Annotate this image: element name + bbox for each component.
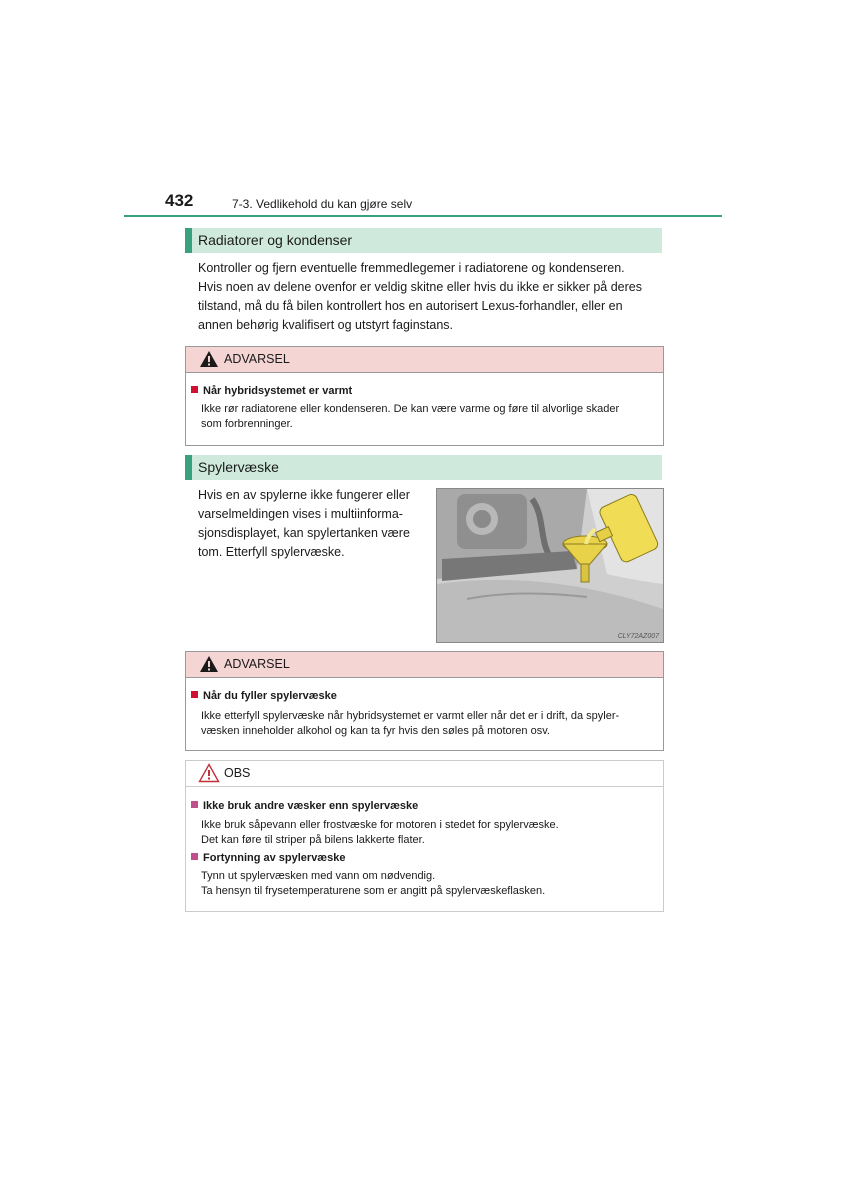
notice-box — [185, 760, 664, 912]
section-accent-bar — [185, 228, 192, 253]
warning-line: som forbrenninger. — [201, 418, 293, 430]
notice-line: Det kan føre til striper på bilens lakkerte flater. — [201, 834, 425, 846]
warning-box-washer-fluid — [185, 651, 664, 751]
warning-item-title-text: Når du fyller spylervæske — [203, 690, 337, 702]
warning-triangle-icon — [199, 350, 219, 368]
bullet-square-icon — [191, 691, 198, 698]
section-body-radiators — [198, 259, 662, 335]
notice-line: Tynn ut spylervæsken med vann om nødvendig. — [201, 870, 436, 882]
image-caption: CLY72AZ007 — [617, 633, 659, 640]
section-title: Radiatorer og kondenser — [198, 232, 353, 248]
body-line: Kontroller og fjern eventuelle fremmedlegemer i radiatorene og kondenseren. — [198, 261, 625, 275]
body-line: Hvis en av spylerne ikke fungerer eller — [198, 488, 410, 502]
warning-line: væsken inneholder alkohol og kan ta fyr hvis den søles på motoren osv. — [201, 725, 550, 737]
bullet-square-icon — [191, 801, 198, 808]
body-line: tilstand, må du få bilen kontrollert hos en autorisert Lexus-forhandler, eller en — [198, 299, 623, 313]
caution-triangle-icon — [198, 763, 220, 783]
section-title: Spylervæske — [198, 459, 279, 475]
engine-bay-illustration — [436, 488, 664, 643]
body-line: sjonsdisplayet, kan spylertanken være — [198, 526, 410, 540]
warning-label: ADVARSEL — [224, 352, 290, 366]
body-line: annen behørig kvalifisert og utstyrt faginstans. — [198, 318, 453, 332]
notice-item-title — [191, 852, 345, 864]
notice-item-body — [201, 818, 559, 848]
warning-line: Ikke etterfyll spylervæske når hybridsystemet er varmt eller når det er i drift, da spyler- — [201, 710, 620, 722]
body-line: varselmeldingen vises i multiinforma- — [198, 507, 403, 521]
section-heading-radiators — [185, 228, 662, 253]
warning-item-title — [191, 385, 352, 397]
notice-label: OBS — [224, 766, 251, 780]
warning-line: Ikke rør radiatorene eller kondenseren. De kan være varme og føre til alvorlige skader — [201, 403, 620, 415]
warning-item-body — [201, 709, 619, 739]
warning-item-title — [191, 690, 337, 702]
header-divider — [124, 215, 722, 217]
section-body-washer-fluid — [198, 486, 424, 562]
notice-item-body — [201, 869, 545, 899]
warning-triangle-icon — [199, 655, 219, 673]
bullet-square-icon — [191, 386, 198, 393]
notice-header — [186, 761, 663, 787]
chapter-title: 7-3. Vedlikehold du kan gjøre selv — [232, 197, 413, 211]
section-heading-washer-fluid — [185, 455, 662, 480]
page-number: 432 — [165, 191, 194, 210]
notice-item-title — [191, 800, 418, 812]
notice-line: Ta hensyn til frysetemperaturene som er angitt på spylervæskeflasken. — [201, 885, 546, 897]
warning-item-body — [201, 402, 619, 432]
warning-box-radiators — [185, 346, 664, 446]
body-line: tom. Etterfyll spylervæske. — [198, 545, 345, 559]
section-accent-bar — [185, 455, 192, 480]
warning-header — [186, 652, 663, 678]
warning-label: ADVARSEL — [224, 657, 290, 671]
body-line: Hvis noen av delene ovenfor er veldig skitne eller hvis du ikke er sikker på deres — [198, 280, 642, 294]
notice-item-title-text: Ikke bruk andre væsker enn spylervæske — [203, 800, 419, 812]
washer-fill-illustration — [437, 489, 663, 642]
warning-item-title-text: Når hybridsystemet er varmt — [203, 385, 353, 397]
bullet-square-icon — [191, 853, 198, 860]
warning-header — [186, 347, 663, 373]
notice-line: Ikke bruk såpevann eller frostvæske for motoren i stedet for spylervæske. — [201, 819, 559, 831]
notice-item-title-text: Fortynning av spylervæske — [203, 852, 346, 864]
